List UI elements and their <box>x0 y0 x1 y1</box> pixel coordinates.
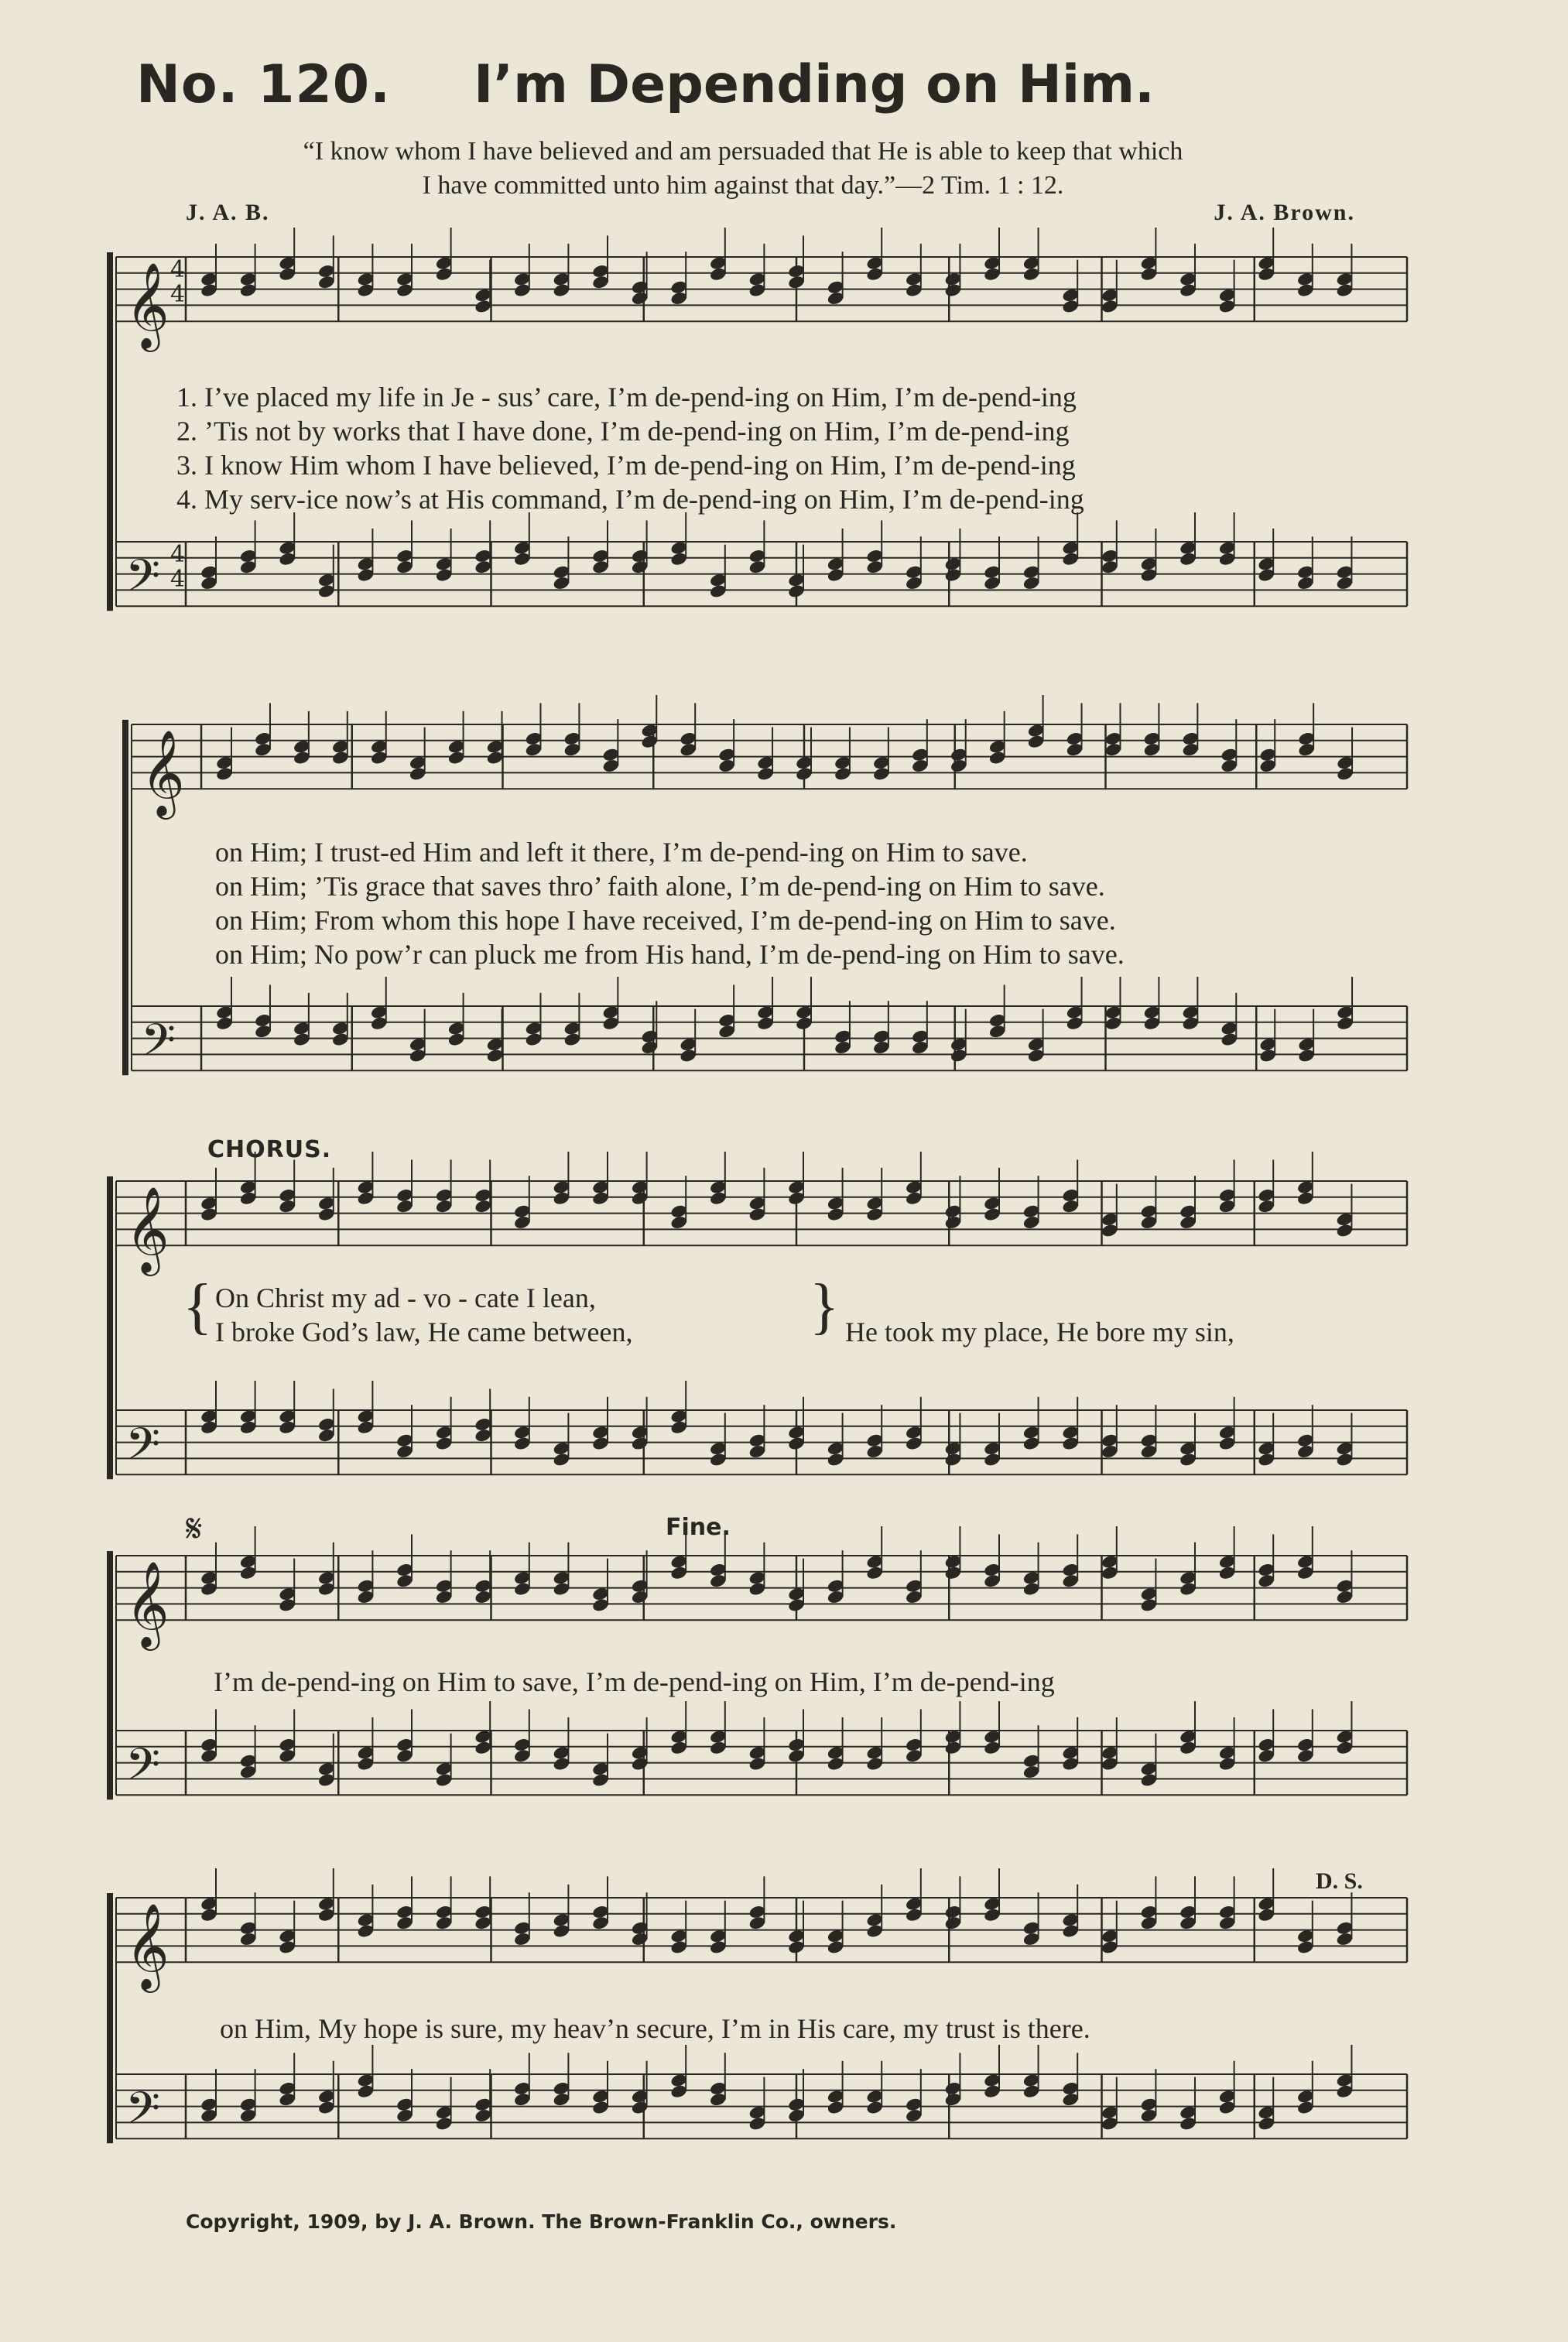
segno-sign: 𝄋 <box>186 1507 203 1550</box>
hymn-number: No. 120. <box>136 54 391 115</box>
verse-4-line-1: 4. My serv-ice now’s at His command, I’m de-pend-ing on Him, I’m de-pend-ing <box>176 484 1084 515</box>
chorus-line-a1: On Christ my ad - vo - cate I lean, <box>215 1282 596 1313</box>
time-signature: 4 <box>170 281 186 308</box>
clefs-and-signatures <box>125 256 185 2145</box>
verse-2-line-2: on Him; ’Tis grace that saves thro’ faith alone, I’m de-pend-ing on Him to save. <box>215 871 1105 902</box>
treble-clef: 𝄞 <box>125 262 169 349</box>
chorus-line-a3: He took my place, He bore my sin, <box>845 1317 1234 1347</box>
verse-3-line-1: 3. I know Him whom I have believed, I’m de-pend-ing on Him, I’m de-pend-ing <box>176 450 1076 481</box>
time-signature: 4 <box>170 256 186 283</box>
ds-marking: D. S. <box>1316 1868 1363 1894</box>
bass-clef: 𝄢 <box>125 1418 161 1482</box>
treble-clef: 𝄞 <box>125 1902 169 1990</box>
treble-clef: 𝄞 <box>125 1186 169 1273</box>
fine-marking: Fine. <box>666 1514 731 1541</box>
time-signature: 4 <box>170 566 186 593</box>
epigraph-line-2: I have committed unto him against that day.”—2 Tim. 1 : 12. <box>422 171 1064 200</box>
chorus-label: CHORUS. <box>207 1136 332 1163</box>
bass-clef: 𝄢 <box>141 1014 176 1078</box>
epigraph-line-1: “I know whom I have believed and am persuaded that He is able to keep that which <box>303 137 1183 166</box>
verse-1-line-1: 1. I’ve placed my life in Je - sus’ care, I’m de-pend-ing on Him, I’m de-pend-ing <box>176 382 1077 413</box>
treble-clef: 𝄞 <box>125 1560 169 1648</box>
composer-name: J. A. Brown. <box>1214 200 1355 225</box>
lyricist-initials: J. A. B. <box>186 200 270 225</box>
hymn-title: I’m Depending on Him. <box>474 54 1155 115</box>
verse-4-line-2: on Him; No pow’r can pluck me from His hand, I’m de-pend-ing on Him to save. <box>215 939 1125 970</box>
bass-clef: 𝄢 <box>125 2082 161 2146</box>
right-brace: } <box>810 1272 840 1340</box>
chorus-line-a2: I broke God’s law, He came between, <box>215 1317 633 1347</box>
verse-2-line-1: 2. ’Tis not by works that I have done, I’m de-pend-ing on Him, I’m de-pend-ing <box>176 416 1070 447</box>
copyright-notice: Copyright, 1909, by J. A. Brown. The Brown-Franklin Co., owners. <box>186 2210 897 2233</box>
left-brace: { <box>183 1272 213 1340</box>
bass-clef: 𝄢 <box>125 1738 161 1803</box>
chorus-line-c: on Him, My hope is sure, my heav’n secure, I’m in His care, my trust is there. <box>220 2013 1090 2044</box>
bass-clef: 𝄢 <box>125 550 161 614</box>
verse-1-line-2: on Him; I trust-ed Him and left it there, I’m de-pend-ing on Him to save. <box>215 837 1028 868</box>
treble-clef: 𝄞 <box>141 729 185 817</box>
verse-3-line-2: on Him; From whom this hope I have received, I’m de-pend-ing on Him to save. <box>215 905 1116 936</box>
time-signature: 4 <box>170 541 186 568</box>
chorus-line-b: I’m de-pend-ing on Him to save, I’m de-pend-ing on Him, I’m de-pend-ing <box>214 1666 1055 1697</box>
